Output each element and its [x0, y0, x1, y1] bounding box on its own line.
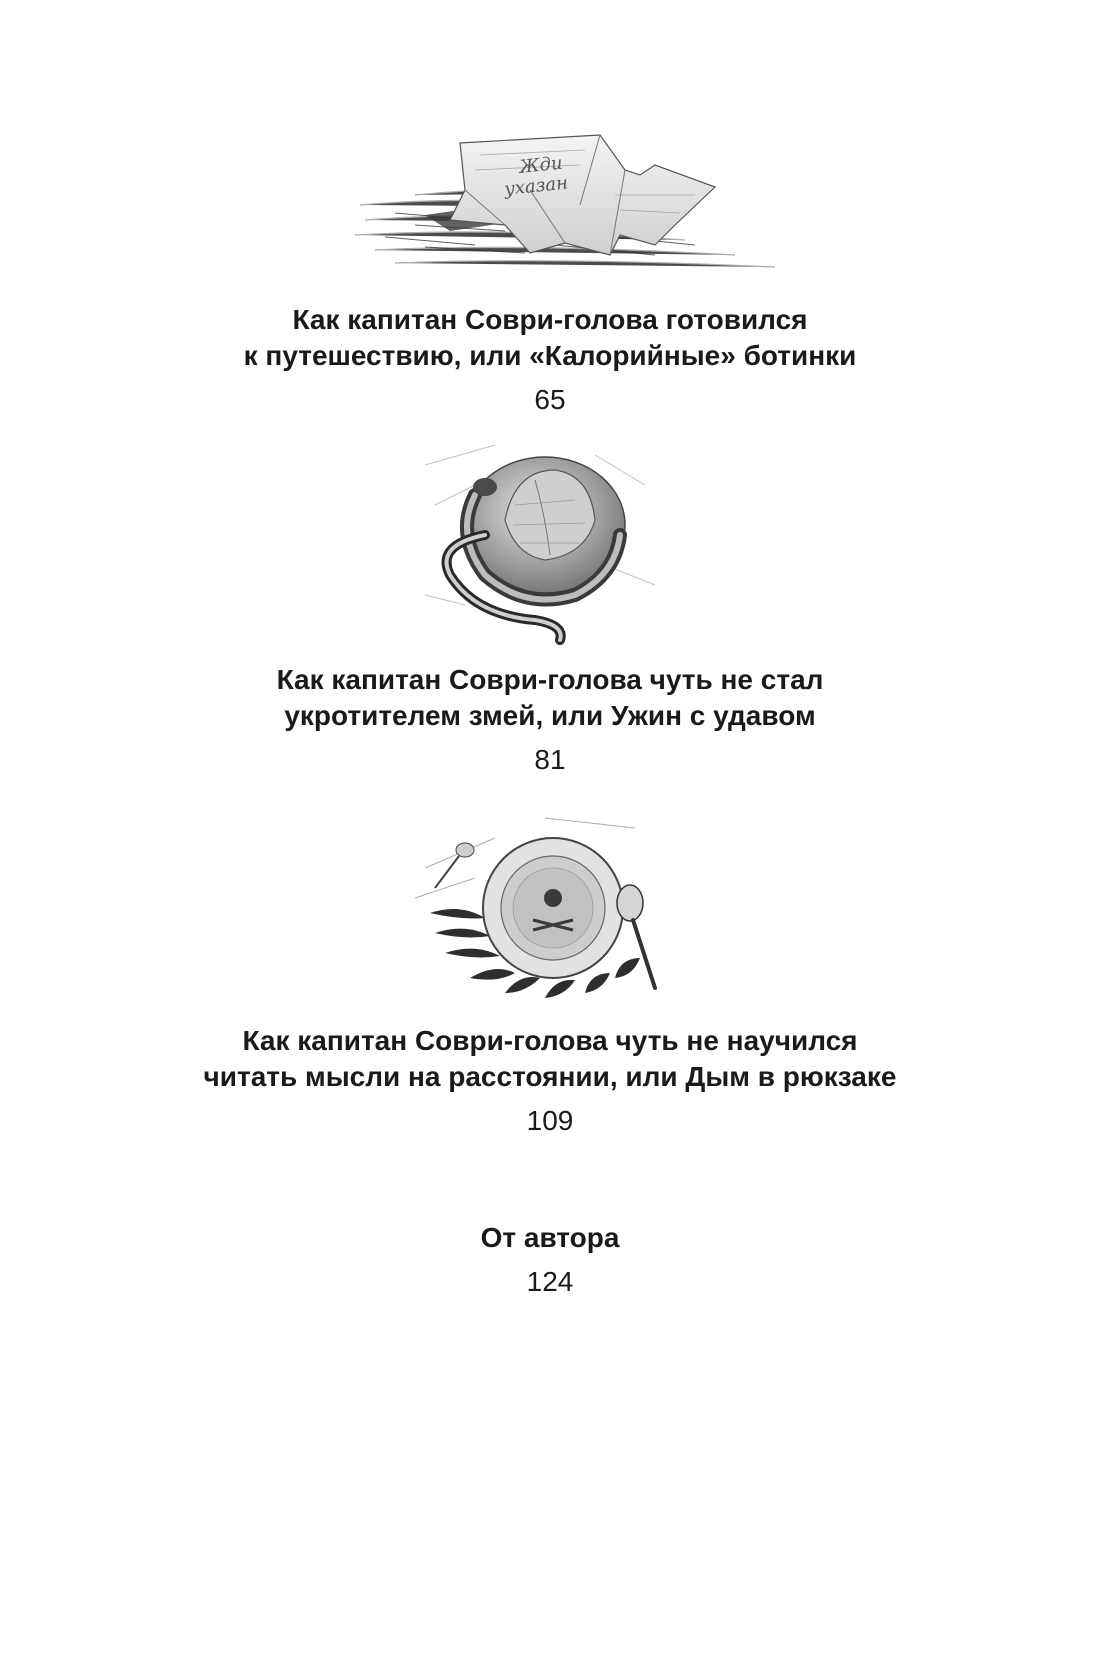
toc-entry-page-number: 109: [526, 1105, 574, 1136]
toc-entry-page-number: 65: [534, 384, 566, 415]
toc-entry-page-number: 81: [534, 744, 566, 775]
snake-and-hat-illustration: [415, 425, 665, 650]
toc-entry-title: [0, 1220, 1100, 1256]
toc-entry-title-line: Как капитан Соври-голова чуть не стал: [276, 664, 824, 695]
toc-entry-title-line: к путешествию, или «Калорийные» ботинки: [243, 340, 857, 371]
plate-with-feathers-illustration: [405, 808, 680, 1008]
toc-entry-title-line: укротителем змей, или Ужин с удавом: [284, 700, 816, 731]
toc-entry-title-line: читать мысли на расстоянии, или Дым в рюкзаке: [203, 1061, 897, 1092]
toc-entry-page-number: 124: [526, 1266, 574, 1297]
toc-entry-title-line: Как капитан Соври-голова готовился: [292, 304, 808, 335]
toc-entry-title: [0, 1023, 1100, 1095]
toc-entry-title: [0, 302, 1100, 374]
toc-entry-title-line: Как капитан Соври-голова чуть не научился: [242, 1025, 858, 1056]
crumpled-note-illustration: [355, 95, 795, 275]
note-handwriting-line-2: ухазан: [503, 172, 569, 200]
toc-entry-title-line: От автора: [480, 1222, 620, 1253]
note-handwriting-line-1: Жди: [518, 152, 564, 178]
toc-entry-title: [0, 662, 1100, 734]
